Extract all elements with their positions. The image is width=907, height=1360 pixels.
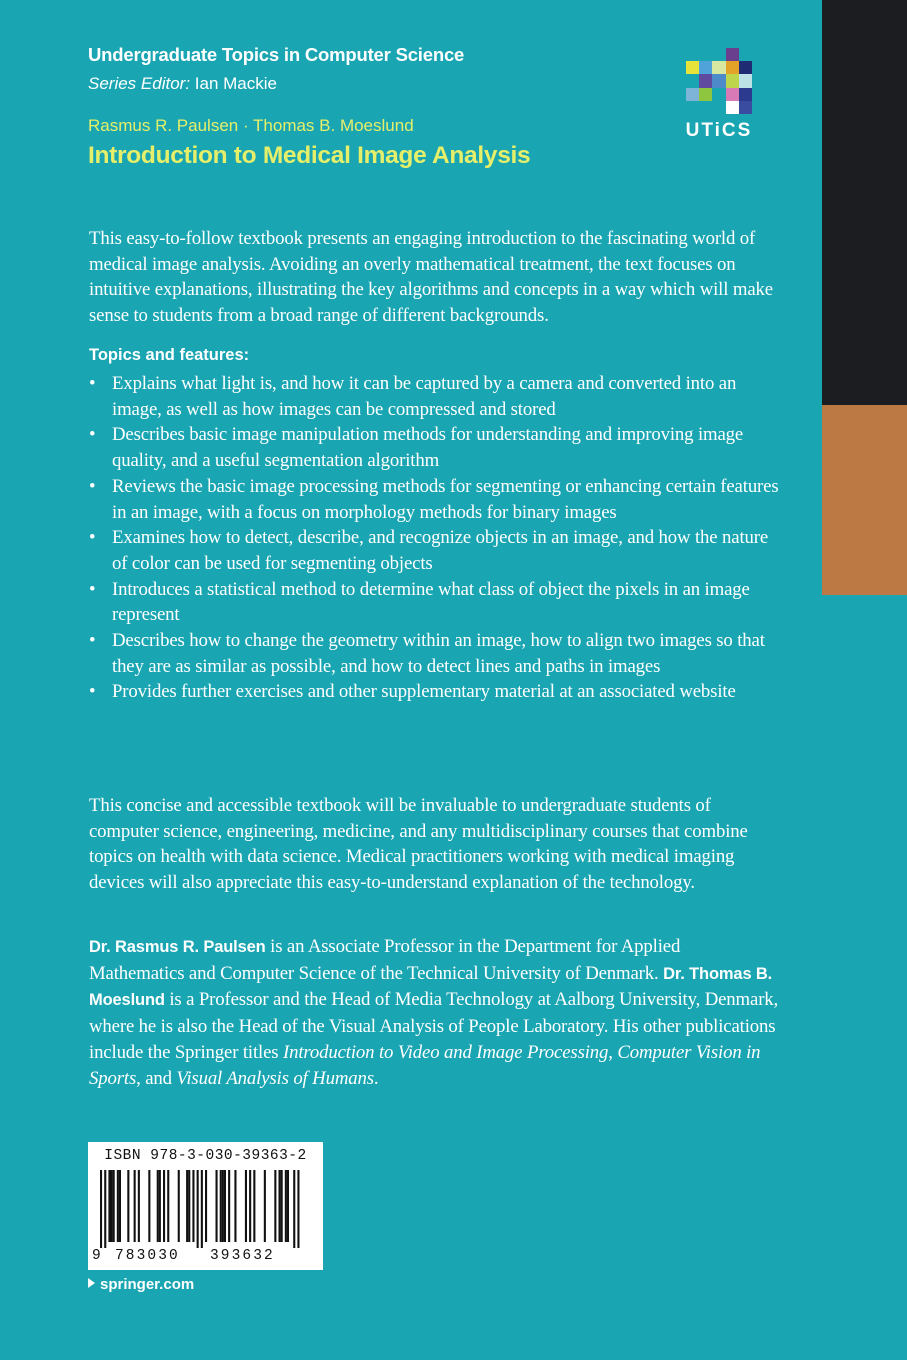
logo-grid-cell [712,48,725,61]
barcode-bar [178,1170,180,1242]
logo-grid-cell [712,88,725,101]
barcode-bar [186,1170,188,1242]
series-editor-name: Ian Mackie [194,74,277,93]
author2-name: Dr. Thomas B. Moeslund [89,964,773,1010]
feature-item: • Describes how to change the geometry within an image, how to align two images so that they are as similar as possible, and how to detect lines and paths in images [89,630,765,677]
publication-title: Introduction to Video and Image Processing [283,1041,609,1063]
publisher-website [88,1276,194,1293]
feature-item: • Explains what light is, and how it can be captured by a camera and converted into an image, as well as how images can be compressed and stored [89,373,737,420]
logo-grid-cell [739,48,752,61]
logo-grid-cell [699,88,712,101]
barcode-bar [138,1170,140,1242]
author1-name: Dr. Rasmus R. Paulsen [89,938,266,956]
barcode-bar [222,1170,224,1242]
arrow-right-icon [88,1278,95,1288]
author-bio-paragraph: Dr. Rasmus R. Paulsen is an Associate Professor in the Department for Applied Mathematics and Computer Science of the Technical University of Denmark. Dr. Thomas B. Moeslund is a Professor and the Head of Media Technology at Aalborg University, Denmark, where he is also the Head of the Visual Analysis of People Laboratory. His other publications include the Springer titles Introduction to Video and Image Processing, Computer Vision in Sports, and Visual Analysis of Humans. [89,936,779,1089]
barcode-bar [297,1170,299,1248]
barcode-bar [224,1170,226,1242]
feature-item: • Reviews the basic image processing methods for segmenting or enhancing certain features in an image, with a focus on morphology methods for binary images [89,475,779,523]
feature-item: • Examines how to detect, describe, and recognize objects in an image, and how the nature of color can be used for segmenting objects [89,527,769,574]
logo-grid-cell [712,61,725,74]
intro-paragraph: This easy-to-follow textbook presents an engaging introduction to the fascinating world of medical image analysis. Avoiding an overly mathematical treatment, the text focuses on intuitive explanations, illustrating the key algorithms and concepts in a way which will make sense to students from a broad range of different backgrounds. [89,228,773,327]
barcode-bar [157,1170,159,1242]
publication-title: Computer Vision in Sports [89,1041,761,1089]
barcode-bar [234,1170,236,1242]
website-link[interactable]: springer.com [100,1276,195,1293]
barcode-bar [192,1170,194,1242]
utics-logo [683,48,755,142]
barcode-bar [205,1170,207,1242]
feature-item: • Introduces a statistical method to determine what class of object the pixels in an image represent [89,578,750,626]
utics-logo-text: UTiCS [685,119,753,141]
logo-grid-cell [726,74,739,87]
logo-grid-cell [739,74,752,87]
barcode-bar [148,1170,150,1242]
logo-grid-cell [686,88,699,101]
logo-grid-cell [699,74,712,87]
utics-color-grid-icon [686,48,755,114]
conclusion-paragraph: This concise and accessible textbook will be invaluable to undergraduate students of computer science, engineering, medicine, and any multidisciplinary courses that combine topics on health with data science. Medical practitioners working with medical imaging devices will also appreciate this easy-to-understand explanation of the technology. [89,795,748,894]
logo-grid-cell [726,88,739,101]
logo-grid-cell [699,101,712,114]
barcode-bar [117,1170,119,1242]
logo-grid-cell [686,101,699,114]
logo-grid-cell [726,61,739,74]
barcode-bar [134,1170,136,1242]
logo-grid-cell [712,74,725,87]
barcode-bar [228,1170,230,1242]
barcode-icon [100,1170,311,1248]
barcode-bar [253,1170,255,1242]
barcode-bar [119,1170,121,1242]
logo-grid-cell [739,88,752,101]
features-list [89,371,779,705]
barcode-bar [111,1170,113,1242]
logo-grid-cell [739,61,752,74]
topics-heading: Topics and features: [89,346,250,364]
isbn-label: ISBN 978-3-030-39363-2 [104,1148,307,1164]
logo-grid-cell [686,61,699,74]
barcode-bar [104,1170,106,1248]
barcode-bar [220,1170,222,1242]
barcode-bar [188,1170,190,1242]
spine-orange-band [822,405,907,595]
barcode-bar [108,1170,110,1242]
isbn-barcode: ISBN 978-3-030-39363-2 9 783030 393632 [88,1142,323,1270]
series-title: Undergraduate Topics in Computer Science [88,44,465,65]
barcode-bar [264,1170,266,1242]
series-editor [88,74,277,94]
logo-grid-cell [739,101,752,114]
barcode-bar [216,1170,218,1242]
barcode-bar [167,1170,169,1242]
barcode-bar [279,1170,281,1242]
barcode-bar [197,1170,199,1248]
publication-title: Visual Analysis of Humans [176,1067,374,1089]
book-authors: Rasmus R. Paulsen · Thomas B. Moeslund [88,116,414,135]
barcode-bar [159,1170,161,1242]
logo-grid-cell [686,48,699,61]
barcode-bar [113,1170,115,1242]
logo-grid-cell [726,101,739,114]
book-title: Introduction to Medical Image Analysis [88,142,531,169]
barcode-bar [281,1170,283,1242]
barcode-bar [287,1170,289,1242]
logo-grid-cell [686,74,699,87]
barcode-bar [245,1170,247,1242]
logo-grid-cell [699,61,712,74]
spine-dark-band [822,0,907,405]
logo-grid-cell [712,101,725,114]
barcode-bar [100,1170,102,1248]
barcode-bar [249,1170,251,1242]
barcode-bar [201,1170,203,1248]
barcode-bar [285,1170,287,1242]
series-editor-label: Series Editor: [88,74,191,93]
logo-grid-cell [726,48,739,61]
barcode-bar [127,1170,129,1242]
barcode-bar [293,1170,295,1248]
barcode-bar [163,1170,165,1242]
feature-item: • Provides further exercises and other supplementary material at an associated website [89,681,736,703]
barcode-bar [274,1170,276,1242]
feature-item: • Describes basic image manipulation methods for understanding and improving image quality, and a useful segmentation algorithm [89,424,744,472]
logo-grid-cell [699,48,712,61]
